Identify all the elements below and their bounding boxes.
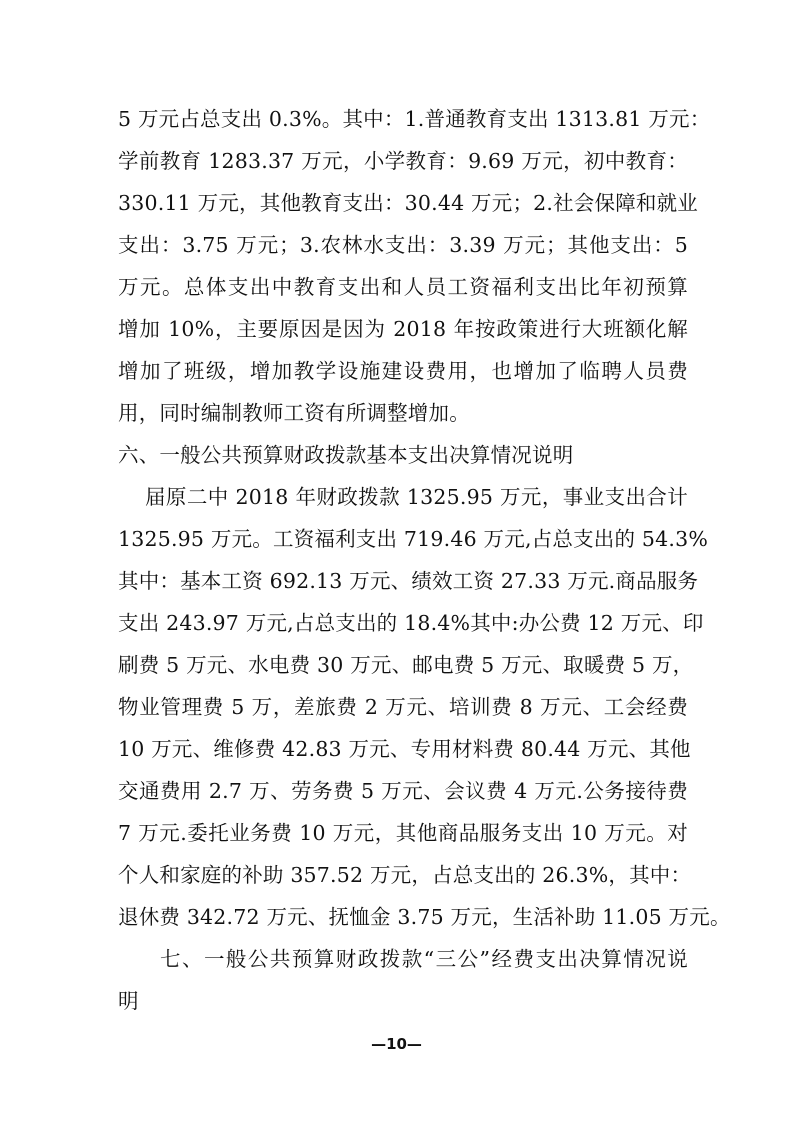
paragraph-line: 刷费 5 万元、水电费 30 万元、邮电费 5 万元、取暖费 5 万，	[118, 653, 694, 677]
paragraph-line: 10 万元、维修费 42.83 万元、专用材料费 80.44 万元、其他	[118, 737, 691, 761]
paragraph-line: 交通费用 2.7 万、劳务费 5 万元、会议费 4 万元.公务接待费	[118, 779, 688, 803]
paragraph-line: 增加了班级，增加教学设施建设费用，也增加了临聘人员费	[118, 359, 688, 383]
paragraph-line: 支出 243.97 万元,占总支出的 18.4%其中:办公费 12 万元、印	[118, 611, 704, 635]
paragraph-line: 1325.95 万元。工资福利支出 719.46 万元,占总支出的 54.3%	[118, 527, 709, 551]
paragraph-line: 届原二中 2018 年财政拨款 1325.95 万元，事业支出合计	[145, 485, 688, 509]
paragraph-line: 个人和家庭的补助 357.52 万元，占总支出的 26.3%，其中：	[118, 863, 692, 887]
paragraph-line: 用，同时编制教师工资有所调整增加。	[118, 401, 470, 425]
paragraph-line: 330.11 万元，其他教育支出：30.44 万元；2.社会保障和就业	[118, 191, 699, 215]
paragraph-line: 万元。总体支出中教育支出和人员工资福利支出比年初预算	[118, 275, 688, 299]
paragraph-line: 物业管理费 5 万，差旅费 2 万元、培训费 8 万元、工会经费	[118, 695, 688, 719]
section-heading-six: 六、一般公共预算财政拨款基本支出决算情况说明	[118, 443, 574, 467]
paragraph-line: 7 万元.委托业务费 10 万元，其他商品服务支出 10 万元。对	[118, 821, 688, 845]
paragraph-line: 退休费 342.72 万元、抚恤金 3.75 万元，生活补助 11.05 万元。	[118, 905, 731, 929]
page-number: —10—	[371, 1035, 422, 1053]
section-heading-seven-cont: 明	[118, 989, 139, 1013]
paragraph-line: 增加 10%，主要原因是因为 2018 年按政策进行大班额化解	[118, 317, 688, 341]
paragraph-line: 支出：3.75 万元；3.农林水支出：3.39 万元；其他支出：5	[118, 233, 688, 257]
paragraph-line: 其中：基本工资 692.13 万元、绩效工资 27.33 万元.商品服务	[118, 569, 699, 593]
paragraph-line: 5 万元占总支出 0.3%。其中：1.普通教育支出 1313.81 万元：	[118, 107, 711, 131]
section-heading-seven: 七、一般公共预算财政拨款“三公”经费支出决算情况说	[160, 947, 688, 971]
paragraph-line: 学前教育 1283.37 万元，小学教育：9.69 万元，初中教育：	[118, 149, 688, 173]
